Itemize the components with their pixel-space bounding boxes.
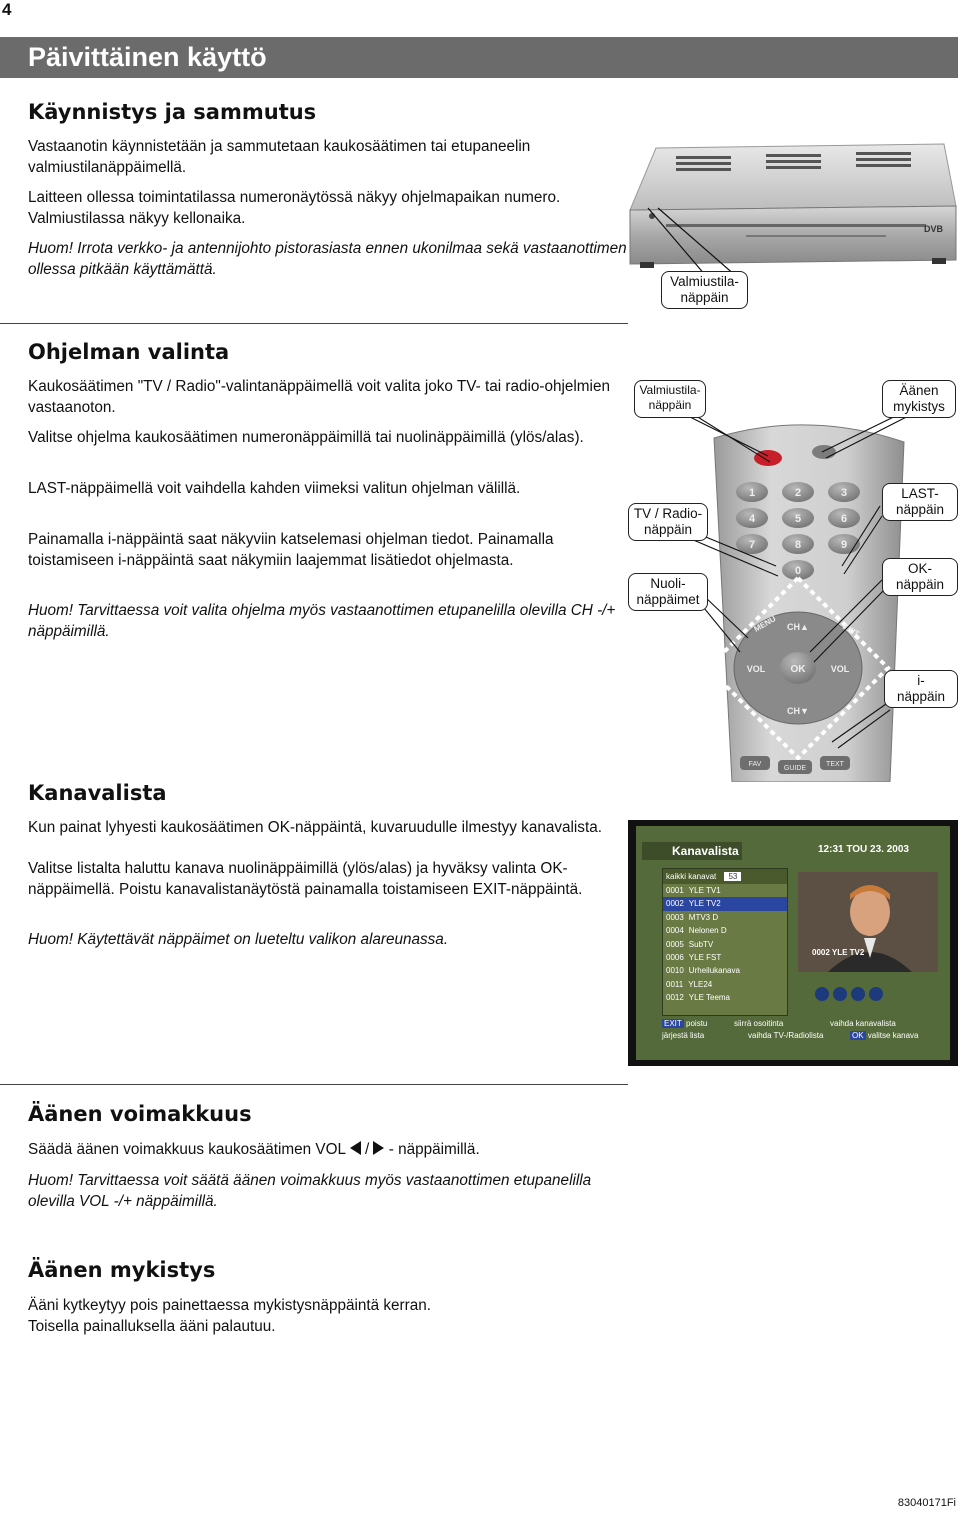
channels-paragraph-1: Kun painat lyhyesti kaukosäätimen OK-näppäintä, kuvaruudulle ilmestyy kanavalista. [28, 819, 602, 836]
help-change-text: vaihda kanavalista [830, 1019, 896, 1028]
ch-down-label: CH▼ [787, 706, 809, 716]
channel-number: 0010 [666, 966, 684, 976]
ok-key-label: OK [790, 664, 806, 675]
program-paragraph-1: Kaukosäätimen "TV / Radio"-valintanäppäimellä voit valita joko TV- tai radio-ohjelmien vastaanoton. [28, 378, 610, 416]
channel-name: YLE TV2 [688, 899, 721, 909]
heading-channels: Kanavalista [28, 781, 167, 805]
channel-filter [663, 869, 787, 884]
number-key [828, 534, 860, 554]
channel-row[interactable] [663, 978, 787, 991]
channel-name: YLE Teema [688, 993, 731, 1003]
number-key-label: 1 [748, 487, 756, 499]
number-key [736, 482, 768, 502]
title-banner [0, 37, 958, 78]
program-paragraph-3: LAST-näppäimellä voit vaihdella kahden viimeksi valitun ohjelman välillä. [28, 480, 521, 497]
power-paragraph-1: Vastaanotin käynnistetään ja sammutetaan kaukosäätimen tai etupaneelin valmiustilanäppäimellä. [28, 138, 531, 176]
channel-row[interactable] [663, 911, 787, 924]
filter-label: kaikki kanavat [666, 872, 717, 881]
help-exit-key: EXIT [664, 1019, 682, 1028]
channel-name: SubTV [688, 939, 714, 949]
program-note: Huom! Tarvittaessa voit valita ohjelma myös vastaanottimen etupanelilla olevilla CH -/+ näppäimillä. [28, 602, 616, 640]
number-key [782, 508, 814, 528]
callout-last: LAST- näppäin [882, 483, 958, 521]
channel-name: Urheilukanava [688, 966, 740, 976]
preview-caption: 0002 YLE TV2 [812, 948, 865, 957]
channel-number: 0006 [666, 952, 684, 962]
help-ok-key: OK [852, 1031, 864, 1040]
help-exit-text: poistu [686, 1019, 708, 1028]
heading-volume: Äänen voimakkuus [28, 1102, 252, 1126]
page-title: Päivittäinen käyttö [28, 42, 267, 72]
callout-ok: OK- näppäin [882, 558, 958, 596]
channel-number: 0004 [666, 926, 684, 936]
exit-key-label: EXIT [841, 621, 861, 639]
help-move-text: siirrä osoitinta [734, 1019, 784, 1028]
dvb-badge: DVB [924, 224, 944, 234]
channel-name: YLE FST [688, 952, 722, 962]
number-key [828, 482, 860, 502]
callout-mute: Äänen mykistys [882, 380, 956, 418]
number-key-label: 9 [840, 539, 848, 551]
callout-arrows: Nuoli- näppäimet [628, 573, 708, 611]
channel-number: 0001 [666, 886, 684, 895]
volume-text-b: / [364, 1141, 370, 1158]
channel-row[interactable] [663, 924, 787, 937]
divider-1 [0, 323, 628, 324]
number-key-label: 8 [794, 539, 802, 551]
channel-number: 0012 [666, 993, 684, 1003]
number-key-label: 5 [794, 513, 802, 525]
volume-text-c: - näppäimillä. [388, 1141, 480, 1158]
vol-right-label: VOL [830, 664, 850, 674]
menu-key-label: MENU [752, 614, 778, 634]
channel-rows [663, 884, 787, 1005]
triangle-right-icon [373, 1141, 384, 1155]
preview-window [798, 872, 938, 972]
callout-receiver-standby: Valmiustila- näppäin [661, 271, 748, 309]
help-bar [662, 1016, 942, 1054]
mute-paragraph-1: Ääni kytkeytyy pois painettaessa mykistysnäppäintä kerran. [28, 1297, 432, 1314]
channel-name: MTV3 D [688, 912, 719, 922]
vol-left-label: VOL [746, 664, 766, 674]
channel-row[interactable] [663, 964, 787, 977]
channel-row[interactable] [663, 938, 787, 951]
channel-row[interactable] [663, 884, 787, 897]
channel-number: 0011 [666, 979, 684, 989]
document-code: 83040171Fi [897, 1497, 956, 1509]
channels-paragraph-2: Valitse listalta haluttu kanava nuolinäppäimillä (ylös/alas) ja hyväksy valinta OK-näppäimellä. Poistu kanavalistanäytöstä painamalla toistamiseen EXIT-näppäintä. [28, 860, 583, 898]
channel-list-screen [628, 820, 958, 1066]
channel-row[interactable] [663, 897, 787, 910]
number-key [782, 560, 814, 580]
channels-note: Huom! Käytettävät näppäimet on lueteltu valikon alareunassa. [28, 931, 449, 948]
number-key-label: 7 [748, 539, 756, 551]
channel-count: 53 [724, 872, 741, 881]
fav-key-label: FAV [748, 761, 762, 768]
channel-row[interactable] [663, 991, 787, 1004]
channel-name: YLE24 [688, 979, 713, 989]
text-key-label: TEXT [826, 761, 844, 768]
heading-mute: Äänen mykistys [28, 1258, 216, 1282]
mute-paragraph-2: Toisella painalluksella ääni palautuu. [28, 1318, 276, 1335]
help-ok-text: valitse kanava [867, 1031, 919, 1040]
channel-number: 0002 [666, 899, 684, 909]
volume-paragraph [28, 1140, 728, 1161]
triangle-left-icon [350, 1141, 361, 1155]
channel-number: 0005 [666, 939, 684, 949]
channel-name: Nelonen D [688, 926, 727, 936]
screen-icons [814, 984, 934, 1004]
number-key-label: 0 [794, 565, 802, 577]
screen-title: Kanavalista [642, 842, 742, 860]
program-paragraph-4: Painamalla i-näppäintä saat näkyviin katselemasi ohjelman tiedot. Painamalla toistamiseen i-näppäintä saat näkymiin laajemmat lisätiedot ohjelmasta. [28, 531, 554, 569]
volume-text-a: Säädä äänen voimakkuus kaukosäätimen VOL [28, 1141, 346, 1158]
channel-name: YLE TV1 [688, 886, 721, 895]
callout-remote-standby: Valmiustila- näppäin [634, 380, 706, 418]
screen-clock: 12:31 TOU 23. 2003 [818, 844, 909, 855]
callout-tv-radio: TV / Radio- näppäin [628, 503, 708, 541]
callout-info: i- näppäin [884, 670, 958, 708]
standby-key [754, 450, 782, 466]
number-key [782, 534, 814, 554]
number-key-label: 3 [840, 487, 848, 499]
guide-key-label: GUIDE [783, 765, 807, 772]
ch-up-label: CH▲ [787, 622, 809, 632]
volume-note: Huom! Tarvittaessa voit säätä äänen voimakkuus myös vastaanottimen etupanelilla olevilla VOL -/+ näppäimillä. [28, 1172, 592, 1210]
page-number: 4 [2, 0, 12, 19]
number-key-label: 4 [748, 513, 756, 525]
number-key [736, 508, 768, 528]
channel-list-panel [662, 868, 788, 1016]
heading-program: Ohjelman valinta [28, 340, 230, 364]
number-key-label: 6 [840, 513, 848, 525]
number-key [782, 482, 814, 502]
heading-power: Käynnistys ja sammutus [28, 100, 317, 124]
number-key [828, 508, 860, 528]
channel-number: 0003 [666, 912, 684, 922]
number-key-label: 2 [794, 487, 802, 499]
power-paragraph-2: Laitteen ollessa toimintatilassa numeronäytössä näkyy ohjelmapaikan numero. Valmiustilassa näkyy kellonaika. [28, 189, 561, 227]
preview-picture [798, 872, 938, 972]
help-tvradio-text: vaihda TV-/Radiolista [748, 1031, 824, 1040]
divider-2 [0, 1084, 628, 1085]
channel-row[interactable] [663, 951, 787, 964]
help-sort-text: järjestä lista [662, 1031, 705, 1040]
program-paragraph-2: Valitse ohjelma kaukosäätimen numeronäppäimillä tai nuolinäppäimillä (ylös/alas). [28, 429, 584, 446]
power-note: Huom! Irrota verkko- ja antennijohto pistorasiasta ennen ukonilmaa sekä vastaanottimen ollessa pitkään käyttämättä. [28, 240, 627, 278]
